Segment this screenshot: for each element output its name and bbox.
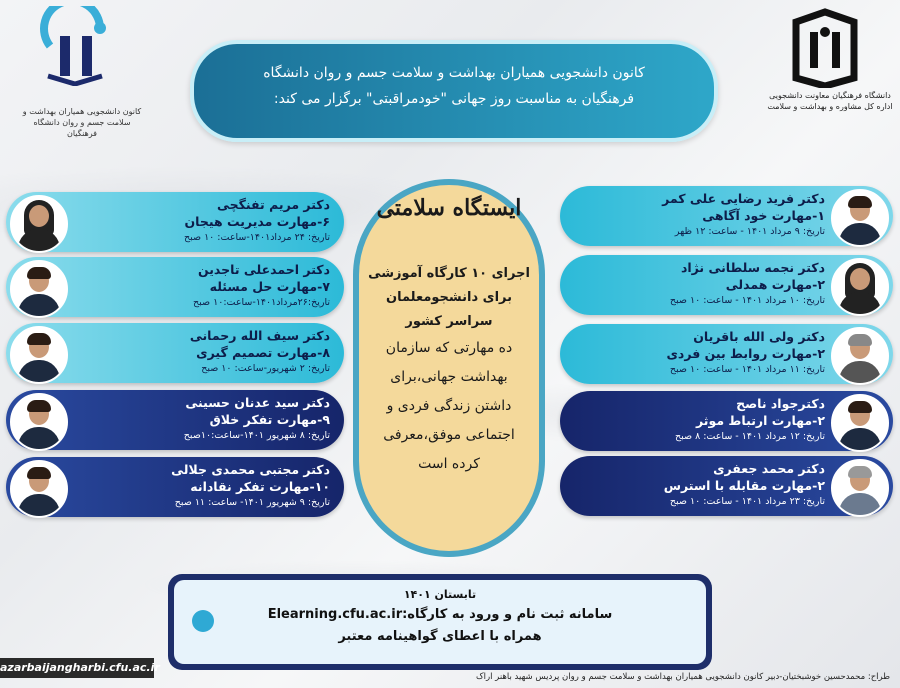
skill-title: ۲-مهارت روابط بین فردی [666,346,825,361]
skill-title: ۷-مهارت حل مسئله [209,279,330,294]
season-label: تابستان ۱۴۰۱ [403,588,477,601]
speaker-name: دکتر محمد جعفری [713,461,825,476]
skill-title: ۶-مهارت مدیریت هیجان [184,214,330,229]
speaker-name: دکتر نجمه سلطانی نژاد [680,260,825,275]
center-plain-line: اجتماعی موفق،معرفی [383,427,515,443]
center-bold-line: اجرای ۱۰ کارگاه آموزشی [368,266,530,281]
speaker-avatar [831,327,889,385]
health-station-title: ایستگاه سلامتی [376,195,522,221]
speaker-avatar [10,195,68,253]
workshop-date: تاریخ: ۹ شهریور ۱۴۰۱- ساعت: ۱۱ صبح [174,497,330,508]
skill-title: ۱۰-مهارت تفکر نقادانه [190,479,330,494]
site-watermark: azarbaijangharbi.cfu.ac.ir [0,658,154,678]
speaker-avatar [10,260,68,318]
workshop-date: تاریخ: ۲۳ مرداد ۱۴۰۱ - ساعت: ۱۰ صبح [669,496,825,507]
speaker-avatar [10,393,68,451]
workshop-card [6,457,344,517]
speaker-name: دکتر سیف الله رحمانی [189,328,330,343]
workshop-date: تاریخ:۲۶مرداد۱۴۰۱-ساعت:۱۰ صبح [193,297,330,308]
university-logo-icon [788,8,863,88]
skill-title: ۱-مهارت خود آگاهی [702,208,825,223]
workshop-card [6,257,344,317]
speaker-name: دکتر ولی الله باقریان [693,329,825,344]
skill-title: ۲-مهارت مقابله با استرس [663,478,825,493]
association-logo-caption: کانون دانشجویی همیاران بهداشت و سلامت جسم و روان دانشگاه فرهنگیان [22,107,142,138]
header-line-1: کانون دانشجویی همیاران بهداشت و سلامت جسم و روان دانشگاه [263,65,645,81]
speaker-avatar [831,189,889,247]
registration-link[interactable]: سامانه ثبت نام و ورود به کارگاه:Elearning.cfu.ac.ir [267,607,613,622]
speaker-name: دکتر فرید رضایی علی کمر [662,191,825,206]
footer-dot-icon [192,610,214,632]
certificate-note: همراه با اعطای گواهینامه معتبر [338,629,542,644]
center-description [366,262,532,479]
footer-text [230,586,650,648]
header-text [224,60,684,112]
workshop-card [6,323,344,383]
workshop-card [560,255,893,315]
workshop-card [560,324,893,384]
center-plain-line: داشتن زندگی فردی و [386,398,512,414]
speaker-avatar [831,258,889,316]
workshop-card [560,186,893,246]
workshop-date: تاریخ: ۲۴ مرداد۱۴۰۱-ساعت: ۱۰ صبح [183,232,330,243]
skill-title: ۲-مهارت ارتباط موثر [696,413,825,428]
skill-title: ۲-مهارت همدلی [725,277,825,292]
workshop-date: تاریخ: ۸ شهریور ۱۴۰۱-ساعت:۱۰صبح [183,430,330,441]
workshop-card [560,391,893,451]
speaker-name: دکتر مریم تفنگچی [217,197,330,212]
workshop-card [560,456,893,516]
speaker-name: دکتر مجتبی محمدی جلالی [171,462,330,477]
university-logo-caption: دانشگاه فرهنگیان معاونت دانشجویی اداره کل مشاوره و بهداشت و سلامت [767,91,893,111]
skill-title: ۹-مهارت تفکر خلاق [209,412,330,427]
workshop-date: تاریخ: ۹ مرداد ۱۴۰۱ - ساعت: ۱۲ ظهر [674,226,825,237]
speaker-avatar [10,460,68,518]
header-banner [190,40,718,142]
center-plain-line: ده مهارتی که سازمان [385,340,513,356]
speaker-name: دکتر سید عدنان حسینی [185,395,330,410]
skill-title: ۸-مهارت تصمیم گیری [196,345,330,360]
designer-credit: طراح: محمدحسین خوشبختیان-دبیر کانون دانشجویی همیاران بهداشت و سلامت جسم و روان پردیس شهید باهنر اراک [476,672,890,682]
workshop-card [6,390,344,450]
speaker-avatar [10,326,68,384]
speaker-avatar [831,459,889,517]
header-line-2: فرهنگیان به مناسبت روز جهانی "خودمراقبتی" برگزار می کند: [273,91,635,107]
speaker-avatar [831,394,889,452]
center-plain-line: بهداشت جهانی،برای [390,369,508,385]
speaker-name: دکتر احمدعلی تاجدین [197,262,330,277]
workshop-date: تاریخ: ۱۲ مرداد ۱۴۰۱ - ساعت: ۸ صبح [675,431,825,442]
workshop-date: تاریخ: ۲ شهریور-ساعت: ۱۰ صبح [201,363,330,374]
center-plain-line: کرده است [418,456,480,472]
workshop-date: تاریخ: ۱۱ مرداد ۱۴۰۱ - ساعت: ۱۰ صبح [669,364,825,375]
workshop-date: تاریخ: ۱۰ مرداد ۱۴۰۱ - ساعت: ۱۰ صبح [669,295,825,306]
center-bold-line: برای دانشجومعلمان [385,290,512,305]
center-bold-line: سراسر کشور [405,314,493,329]
speaker-name: دکترجواد ناصح [736,396,825,411]
association-logo-icon [30,6,120,86]
workshop-card [6,192,344,252]
